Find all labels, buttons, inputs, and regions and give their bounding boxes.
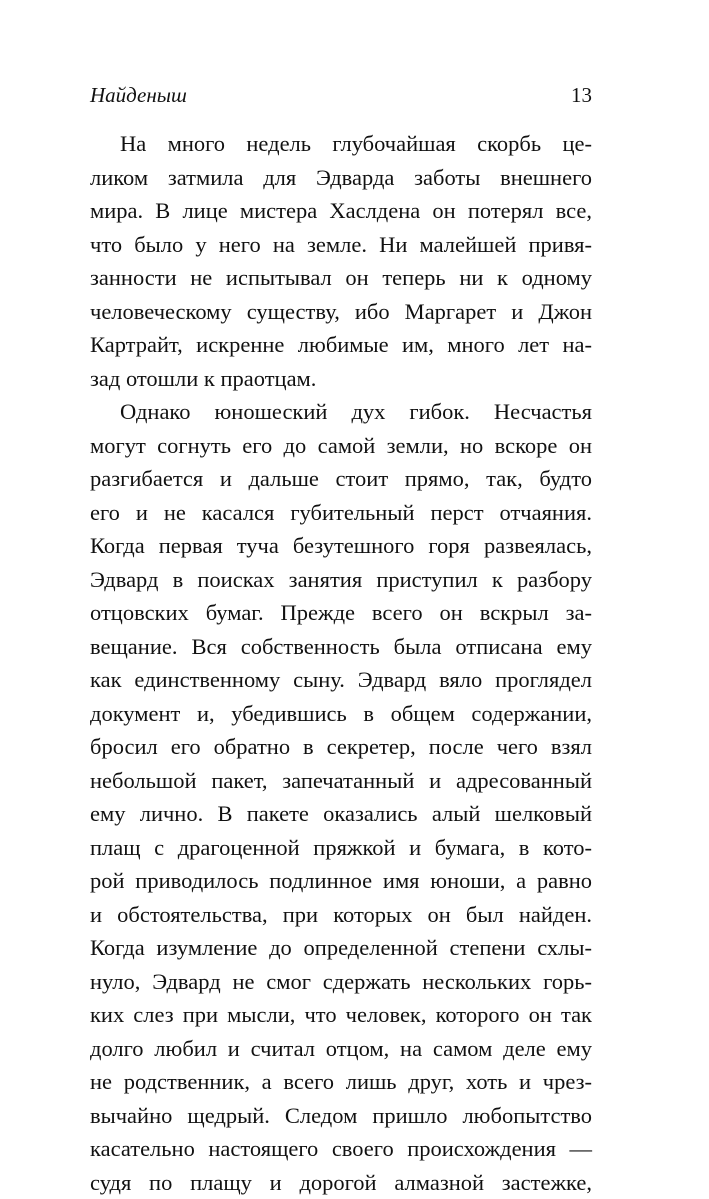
- text-line: человеческому существу, ибо Маргарет и Джон: [90, 295, 592, 329]
- page-header: [90, 83, 592, 113]
- text-line: касательно настоящего своего происхождения —: [90, 1132, 592, 1166]
- text-line: и обстоятельства, при которых он был найден.: [90, 898, 592, 932]
- text-line: ких слез при мысли, что человек, которого он так: [90, 998, 592, 1032]
- text-line: плащ с драгоценной пряжкой и бумага, в кото-: [90, 831, 592, 865]
- text-line: ему лично. В пакете оказались алый шелковый: [90, 797, 592, 831]
- text-line: зад отошли к праотцам.: [90, 362, 592, 396]
- text-line: Когда изумление до определенной степени схлы-: [90, 931, 592, 965]
- paragraph-1: [90, 127, 592, 395]
- text-line: рой приводилось подлинное имя юноши, а равно: [90, 864, 592, 898]
- text-line: как единственному сыну. Эдвард вяло проглядел: [90, 663, 592, 697]
- text-line: Картрайт, искренне любимые им, много лет на-: [90, 328, 592, 362]
- text-line: мира. В лице мистера Хаслдена он потерял все,: [90, 194, 592, 228]
- text-line: его и не касался губительный перст отчаяния.: [90, 496, 592, 530]
- text-line: долго любил и считал отцом, на самом деле ему: [90, 1032, 592, 1066]
- page-number: 13: [571, 83, 592, 108]
- text-line: вычайно щедрый. Следом пришло любопытство: [90, 1099, 592, 1133]
- text-line: отцовских бумаг. Прежде всего он вскрыл за-: [90, 596, 592, 630]
- text-line: не родственник, а всего лишь друг, хоть и чрез-: [90, 1065, 592, 1099]
- paragraph-2: [90, 395, 592, 1199]
- text-line: Эдвард в поисках занятия приступил к разбору: [90, 563, 592, 597]
- running-title: Найденыш: [90, 83, 187, 108]
- text-line: занности не испытывал он теперь ни к одному: [90, 261, 592, 295]
- text-line: судя по плащу и дорогой алмазной застежке,: [90, 1166, 592, 1199]
- text-line: могут согнуть его до самой земли, но вскоре он: [90, 429, 592, 463]
- text-line: ликом затмила для Эдварда заботы внешнего: [90, 161, 592, 195]
- book-page: [90, 83, 592, 1199]
- text-line: что было у него на земле. Ни малейшей привя-: [90, 228, 592, 262]
- text-line: На много недель глубочайшая скорбь це-: [90, 127, 592, 161]
- text-line: нуло, Эдвард не смог сдержать нескольких горь-: [90, 965, 592, 999]
- text-line: бросил его обратно в секретер, после чего взял: [90, 730, 592, 764]
- text-line: небольшой пакет, запечатанный и адресованный: [90, 764, 592, 798]
- text-line: Когда первая туча безутешного горя развеялась,: [90, 529, 592, 563]
- text-line: разгибается и дальше стоит прямо, так, будто: [90, 462, 592, 496]
- body-text: [90, 127, 592, 1199]
- text-line: вещание. Вся собственность была отписана ему: [90, 630, 592, 664]
- text-line: документ и, убедившись в общем содержании,: [90, 697, 592, 731]
- text-line: Однако юношеский дух гибок. Несчастья: [90, 395, 592, 429]
